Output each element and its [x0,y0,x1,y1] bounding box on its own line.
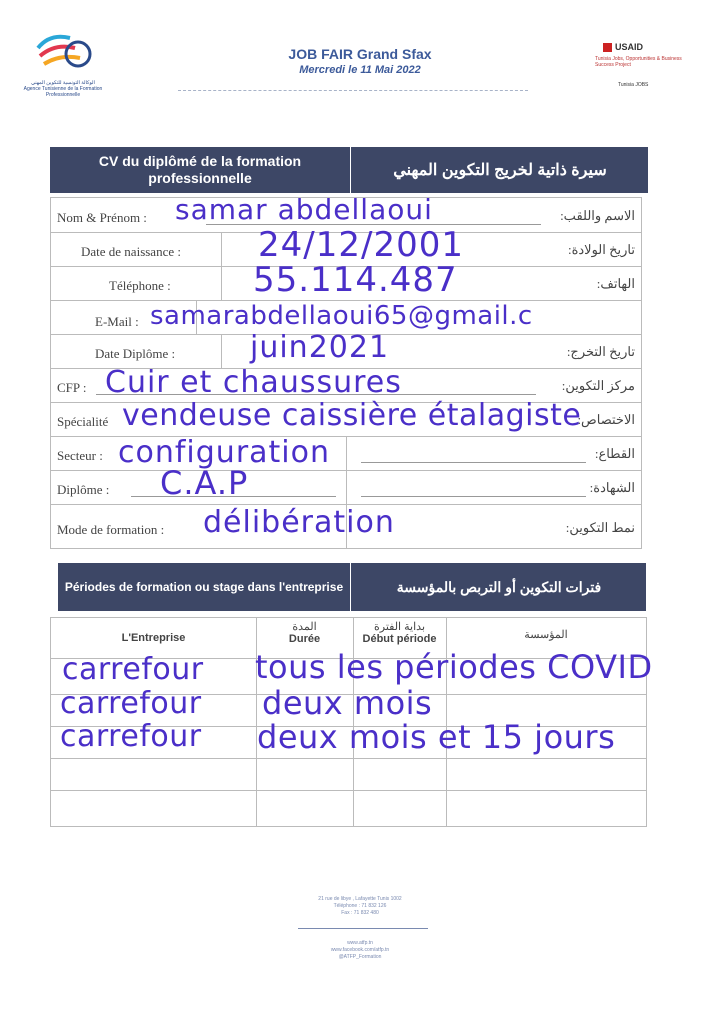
usaid-jobs: Tunisia JOBS [618,82,649,88]
usaid-project: Tunisia Jobs, Opportunities & Business Success Project [595,56,682,68]
handwritten-duree-1: tous les périodes COVID [255,648,653,686]
field-label-fr: Secteur : [57,448,103,463]
col-header-mouassassa: المؤسسة [524,629,568,641]
field-label-fr: Diplôme : [57,482,110,497]
handwritten-entreprise-1: carrefour [62,652,204,687]
col-header-debut [353,620,446,645]
handwritten-cfp: Cuir et chaussures [105,365,402,400]
cv-title-fr: CV du diplômé de la formation professionnelle [50,147,351,193]
footer-facebook: www.facebook.com/atfp.tn [330,947,390,953]
field-label-ar: الاختصاص: [577,412,635,427]
handwritten-duree-2: deux mois [262,684,433,722]
field-label-fr: Mode de formation : [57,522,165,537]
page-title: JOB FAIR Grand Sfax [288,46,432,62]
footer-address: 21 rue de libye , Lafayette Tunis 1002 [318,896,402,902]
logo-text: الوكالة التونسية للتكوين المهني Agence Tunisienne de la Formation Professionnelle [23,80,103,98]
field-label-ar: الهاتف: [596,276,635,291]
col-header-entreprise-label: L'Entreprise [121,632,186,644]
handwritten-mode: délibération [203,505,395,540]
field-label-ar: تاريخ التخرج: [566,344,635,359]
field-divider [346,436,347,470]
field-label-ar: الشهادة: [589,480,635,495]
field-label-fr: E-Mail : [95,314,139,329]
col-header-debut-ar: بداية الفترة [373,621,426,633]
field-label-fr: Spécialité [57,414,109,429]
footer-web: www.atfp.tn [347,940,373,946]
field-label-fr: Téléphone : [109,278,171,293]
usaid-logo: USAID [615,42,644,52]
handwritten-email: samarabdellaoui65@gmail.c [150,301,533,331]
periods-title-fr: Périodes de formation ou stage dans l'entreprise [58,563,351,611]
footer-divider [298,928,428,929]
field-divider [221,232,222,266]
col-header-duree [256,620,353,645]
cv-title-ar: سيرة ذاتية لخريج التكوين المهني [393,162,607,179]
handwritten-entreprise-3: carrefour [60,719,202,754]
field-label-fr: Date Diplôme : [95,346,176,361]
cv-section-header [50,147,648,193]
field-divider [346,470,347,504]
col-header-entreprise [51,632,256,644]
page-subtitle: Mercredi le 11 Mai 2022 [299,64,421,76]
field-label-fr: CFP : [57,380,87,395]
field-label-ar: الاسم واللقب: [560,208,635,223]
table-row [51,758,646,759]
table-row [51,790,646,791]
field-label-ar: مركز التكوين: [561,378,635,393]
field-label-fr: Date de naissance : [81,244,181,259]
usaid-flag-icon [603,43,612,52]
handwritten-specialite: vendeuse caissière étalagiste [122,398,582,433]
col-header-debut-fr: Début période [362,633,437,645]
field-label-fr: Nom & Prénom : [57,210,147,225]
handwritten-diplome: C.A.P [160,464,249,502]
header-divider [178,90,528,91]
field-underline [361,496,586,497]
footer-fax: Fax : 71 832 480 [341,910,379,916]
field-divider [221,266,222,300]
handwritten-diploma-date: juin2021 [250,330,390,365]
periods-section-header [58,563,646,611]
handwritten-secteur: configuration [118,435,330,470]
handwritten-duree-3: deux mois et 15 jours [257,718,616,756]
handwritten-entreprise-2: carrefour [60,686,202,721]
field-underline [361,462,586,463]
periods-title-ar: فترات التكوين أو التربص بالمؤسسة [396,578,602,595]
handwritten-phone: 55.114.487 [253,260,458,300]
col-header-duree-fr: Durée [288,633,321,645]
footer-phone: Téléphone : 71 832 126 [333,903,387,909]
field-label-ar: نمط التكوين: [565,520,635,535]
handwritten-name: samar abdellaoui [175,193,433,226]
footer-handle: @ATFP_Formation [338,954,382,960]
field-label-ar: تاريخ الولادة: [567,242,635,257]
col-header-duree-ar: المدة [292,621,317,633]
handwritten-birthdate: 24/12/2001 [258,225,464,265]
field-row-diplome [51,470,641,505]
field-divider [221,334,222,368]
field-label-ar: القطاع: [594,446,635,461]
